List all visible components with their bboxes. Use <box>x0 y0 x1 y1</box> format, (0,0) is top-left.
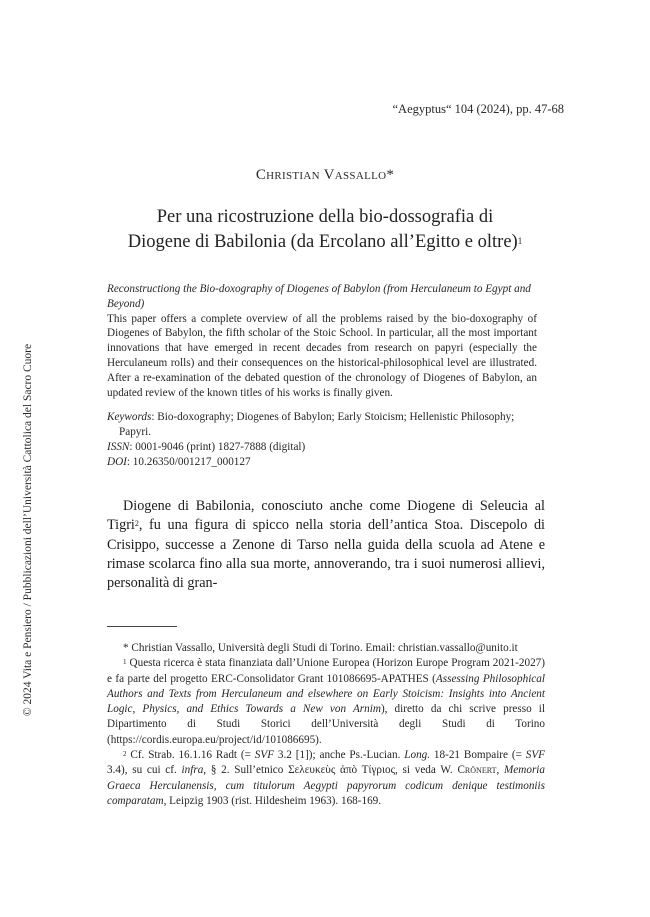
body-text <box>107 497 545 593</box>
article-title <box>60 205 590 255</box>
abstract <box>107 282 537 470</box>
doi-line[interactable]: DOI: 10.26350/001217_000127 <box>107 455 251 468</box>
issn-line: ISSN: 0001-9046 (print) 1827-7888 (digital) <box>107 440 306 453</box>
title-line-2: Diogene di Babilonia (da Ercolano all’Egitto e oltre)$^1$ <box>127 232 523 252</box>
keywords-line: Keywords: Bio-doxography; Diogenes of Babylon; Early Stoicism; Hellenistic Philosophy; <box>107 411 515 424</box>
footnote-1: $^1$ Questa ricerca è stata finanziata dall’Unione Europea (Horizon Europe Program 2021-2027) e fa parte del progetto ERC-Consolidator Grant 101086695-APATHES (Assessing Philosophical Authors and Texts from Herculaneum and elsewhere on Early Stoicism: Insights into Ancient Logic, Physics, and Ethics Towards a New von Arnim), diretto da chi scrive presso il Dipartimento di Studi Storici dell’Università degli Studi di Torino (https://cordis.europa.eu/project/id/101086695). <box>107 657 546 746</box>
copyright-notice: © 2024 Vita e Pensiero / Pubblicazioni dell’Università Cattolica del Sacro Cuore <box>22 343 34 717</box>
keywords-continuation: Papyri. <box>119 426 152 439</box>
journal-reference: “Aegyptus“ 104 (2024), pp. 47-68 <box>392 102 564 116</box>
author-name: Christian Vassallo* <box>255 167 395 183</box>
article-metadata <box>107 410 537 469</box>
english-title: Reconstructiong the Bio-doxography of Diogenes of Babylon (from Herculaneum to Egypt and Beyond) <box>107 283 531 310</box>
body-footnote-ref[interactable]: 2 <box>134 519 139 529</box>
body-paragraph: Diogene di Babilonia, conosciuto anche come Diogene di Seleucia al Tigri$^2$, fu una figura di spicco nella storia dell’antica Stoa. Discepolo di Crisippo, successe a Zenone di Tarso nella guida della scuola ad Atene e rimase scolarca fino alla sua morte, annoverando, tra i suoi numerosi allievi, personalità di gran- <box>107 498 545 592</box>
footnote-author: * Christian Vassallo, Università degli Studi di Torino. Email: christian.vassallo@unito.it <box>123 642 518 654</box>
copyright-sidebar <box>20 343 36 717</box>
footnote-divider <box>107 626 177 627</box>
title-line-1: Per una ricostruzione della bio-dossografia di <box>156 207 494 227</box>
footnotes <box>107 641 545 809</box>
abstract-text: This paper offers a complete overview of all the problems raised by the bio-doxography of Diogenes of Babylon, the fifth scholar of the Stoic School. In particular, all the most important innovations that have emerged in recent decades from research on papyri (especially the Herculaneum rolls) and their consequences on the historical-philosophical level are illustrated. After a re-examination of the debated question of the chronology of Diogenes of Babylon, an updated review of the known titles of his works is finally given. <box>107 312 537 399</box>
footnote-2: $^2$ Cf. Strab. 16.1.16 Radt (= SVF 3.2 [1]); anche Ps.-Lucian. Long. 18-21 Bompaire (= SVF 3.4), su cui cf. infra, § 2. Sull’etnico Σελευκεὺς ἀπὸ Τίγριος, si veda W. Crönert, Memoria Graeca Herculanensis, cum titulorum Aegypti papyrorum codicum denique testimoniis comparatam, Leipzig 1903 (rist. Hildesheim 1963). 168-169. <box>107 749 546 807</box>
title-footnote-ref[interactable]: 1 <box>517 236 523 246</box>
